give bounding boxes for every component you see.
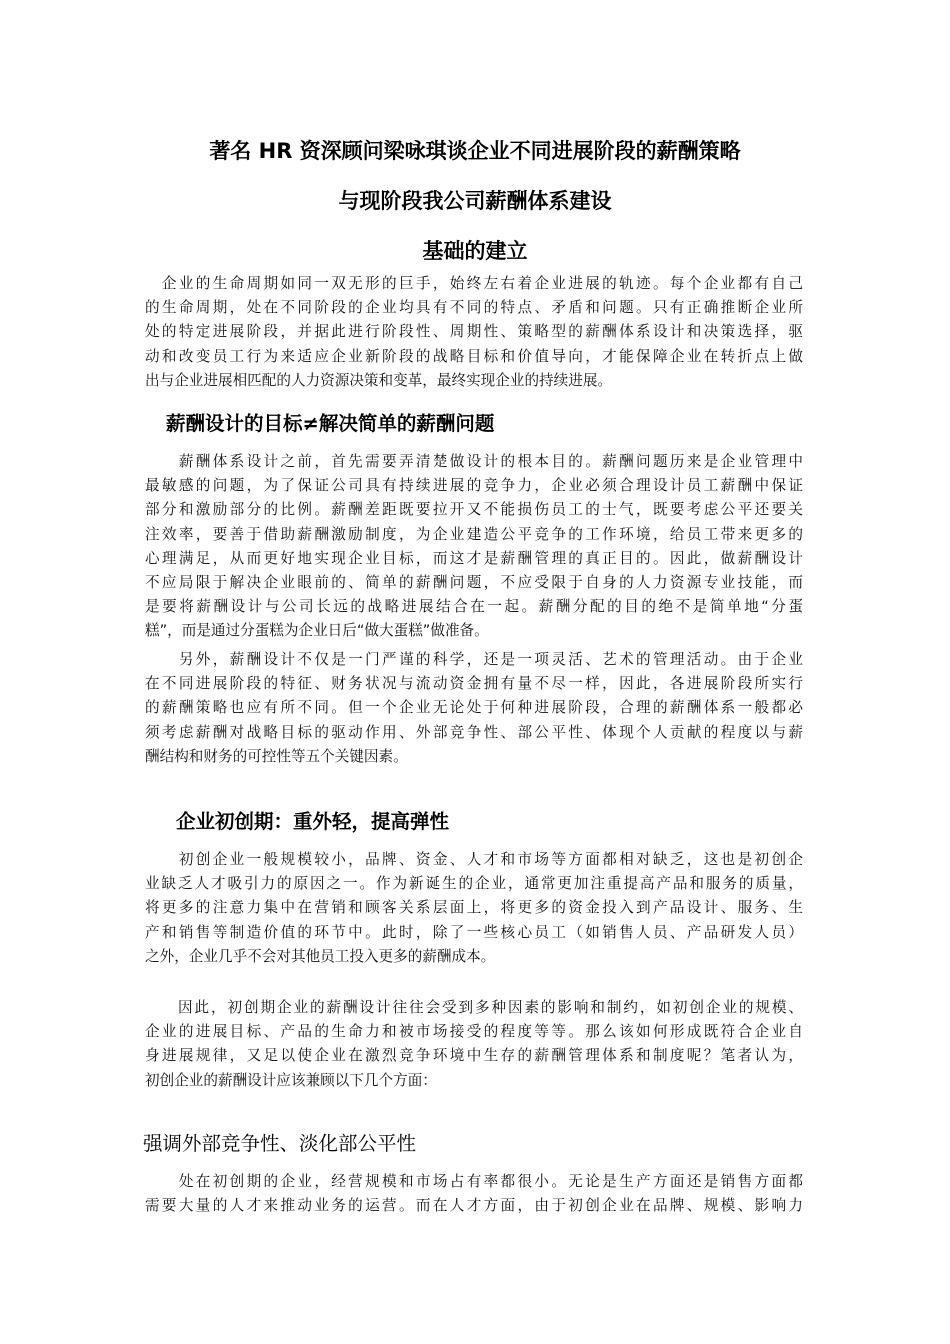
intro-line: 处的特定进展阶段，并据此进行阶段性、周期性、策略型的薪酬体系设计和决策选择，驱 (145, 323, 803, 341)
paragraph-line: 须考虑薪酬对战略目标的驱动作用、外部竞争性、部公平性、体现个人贡献的程度以与薪 (145, 723, 803, 741)
paragraph-line: 心理满足，从而更好地实现企业目标，而这才是薪酬管理的真正目的。因此，做薪酬设计 (145, 549, 803, 567)
section3-paragraph-1 (145, 1170, 803, 1218)
paragraph-line: 在不同进展阶段的特征、财务状况与流动资金拥有量不尽一样，因此，各进展阶段所实行 (145, 675, 803, 693)
paragraph-line: 注效率，要善于借助薪酬激励制度，为企业建造公平竞争的工作环境，给员工带来更多的 (145, 525, 803, 543)
paragraph-line: 之外，企业几乎不会对其他员工投入更多的薪酬成本。 (145, 947, 496, 965)
paragraph-line: 不应局限于解决企业眼前的、简单的薪酬问题，不应受限于自身的人力资源专业技能，而 (145, 574, 803, 592)
paragraph-line: 需要大量的人才来推动业务的运营。而在人才方面，由于初创企业在品牌、规模、影响力 (145, 1197, 803, 1215)
paragraph-line: 糕”，而是通过分蛋糕为企业日后“做大蛋糕”做准备。 (145, 622, 489, 640)
paragraph-line: 部分和激励部分的比例。薪酬差距既要拉开又不能损伤员工的士气，既要考虑公平还要关 (145, 501, 803, 519)
section-heading-goal: 薪酬设计的目标≠解决简单的薪酬问题 (166, 412, 495, 435)
paragraph-line: 初创企业的薪酬设计应该兼顾以下几个方面： (145, 1071, 437, 1089)
paragraph-line: 企业的进展目标、产品的生命力和被市场接受的程度等等。那么该如何形成既符合企业自 (145, 1023, 803, 1041)
paragraph-line: 薪酬体系设计之前，首先需要弄清楚做设计的根本目的。薪酬问题历来是企业管理中 (145, 453, 803, 470)
title-line-3: 基础的建立 (422, 239, 528, 263)
section1-paragraph-2 (145, 648, 803, 769)
section2-paragraph-2 (145, 996, 803, 1093)
paragraph-line: 酬结构和财务的可控性等五个关键因素。 (145, 747, 408, 765)
section1-paragraph-1 (145, 450, 803, 644)
intro-paragraph (145, 272, 803, 393)
paragraph-line: 身进展规律，又足以使企业在激烈竞争环境中生存的薪酬管理体系和制度呢？笔者认为， (145, 1047, 803, 1065)
paragraph-line: 是要将薪酬设计与公司长远的战略进展结合在一起。薪酬分配的目的绝不是简单地“分蛋 (145, 598, 803, 616)
title-line-2: 与现阶段我公司薪酬体系建设 (338, 189, 612, 213)
paragraph-line: 产和销售等制造价值的环节中。此时，除了一些核心员工（如销售人员、产品研发人员） (145, 923, 803, 941)
paragraph-line: 处在初创期的企业，经营规模和市场占有率都很小。无论是生产方面还是销售方面都 (145, 1173, 803, 1190)
paragraph-line: 另外，薪酬设计不仅是一门严谨的科学，还是一项灵活、艺术的管理活动。由于企业 (145, 651, 803, 668)
intro-line: 动和改变员工行为来适应企业新阶段的战略目标和价值导向，才能保障企业在转折点上做 (145, 347, 803, 365)
paragraph-line: 的薪酬策略也应有所不同。但一个企业无论处于何种进展阶段，合理的薪酬体系一般都必 (145, 699, 803, 717)
intro-line: 企业的生命周期如同一双无形的巨手，始终左右着企业进展的轨迹。每个企业都有自己 (145, 275, 803, 292)
paragraph-line: 初创企业一般规模较小，品牌、资金、人才和市场等方面都相对缺乏，这也是初创企 (145, 851, 803, 868)
title-line-1: 著名 HR 资深顾问梁咏琪谈企业不同进展阶段的薪酬策略 (209, 139, 741, 163)
section2-paragraph-1 (145, 848, 803, 969)
section-heading-competition: 强调外部竞争性、淡化部公平性 (143, 1132, 417, 1155)
intro-line: 出与企业进展相匹配的人力资源决策和变革，最终实现企业的持续进展。 (145, 371, 613, 389)
paragraph-line: 将更多的注意力集中在营销和顾客关系层面上，将更多的资金投入到产品设计、服务、生 (145, 899, 803, 917)
paragraph-line: 最敏感的问题，为了保证公司具有持续进展的竞争力，企业必须合理设计员工薪酬中保证 (145, 477, 803, 495)
section-heading-startup: 企业初创期：重外轻，提高弹性 (176, 810, 450, 833)
paragraph-line: 业缺乏人才吸引力的原因之一。作为新诞生的企业，通常更加注重提高产品和服务的质量， (145, 875, 803, 893)
intro-line: 的生命周期，处在不同阶段的企业均具有不同的特点、矛盾和问题。只有正确推断企业所 (145, 299, 803, 317)
paragraph-line: 因此，初创期企业的薪酬设计往往会受到多种因素的影响和制约，如初创企业的规模、 (145, 999, 803, 1016)
